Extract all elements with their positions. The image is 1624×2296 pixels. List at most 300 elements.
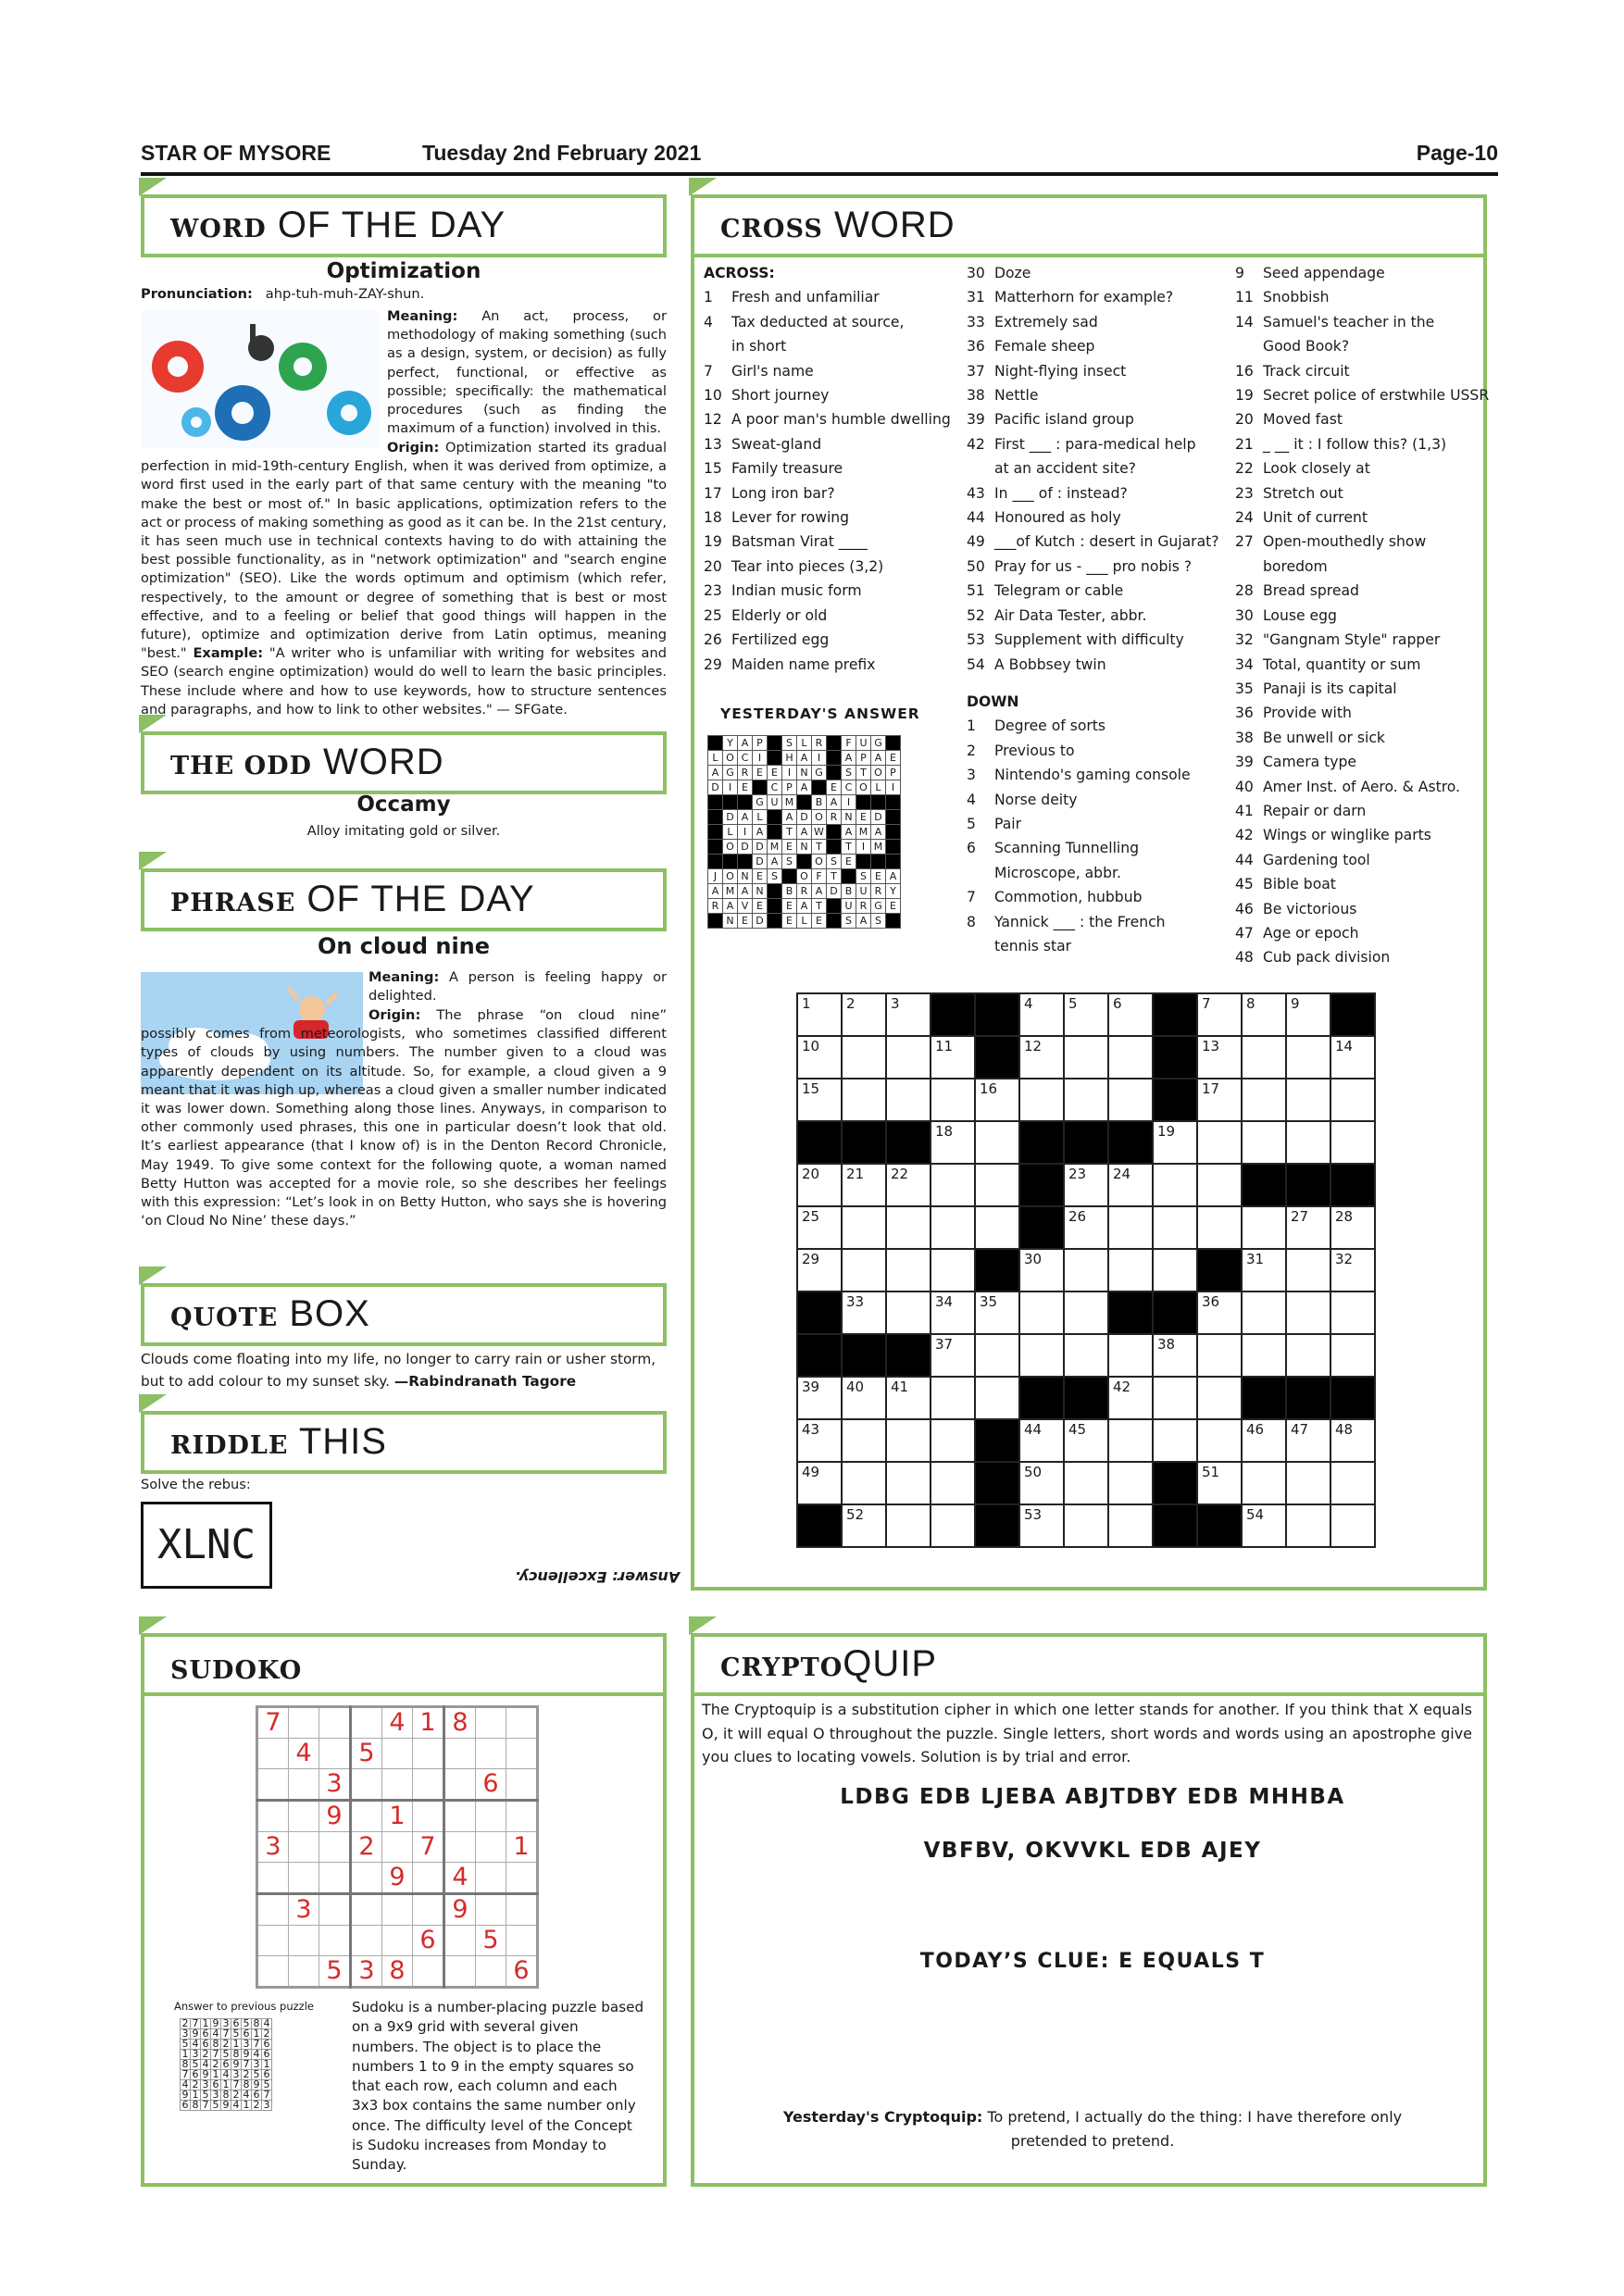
crossword-cell[interactable]: [1108, 1462, 1153, 1504]
clue-number: 39: [967, 411, 985, 429]
answer-letter: G: [723, 766, 738, 780]
clue-text: Sweat-gland: [731, 435, 822, 453]
answer-block: [738, 795, 753, 810]
crossword-cell[interactable]: [931, 1504, 975, 1547]
sudoku-cell[interactable]: [289, 1832, 319, 1863]
answer-block: [827, 899, 842, 914]
crossword-cell[interactable]: [1064, 1462, 1108, 1504]
crossword-cell[interactable]: [931, 1292, 975, 1334]
crossword-cell[interactable]: [975, 1121, 1019, 1164]
answer-letter: A: [797, 780, 812, 795]
crossword-cell[interactable]: [1242, 993, 1286, 1036]
crossword-cell[interactable]: [1019, 1504, 1064, 1547]
crossword-cell[interactable]: [1242, 1079, 1286, 1121]
sudoku-cell: 9: [382, 1863, 413, 1894]
clue-number: 50: [967, 557, 985, 575]
sudoku-cell[interactable]: [257, 1739, 289, 1769]
crossword-cell[interactable]: [1197, 1377, 1242, 1419]
crossword-cell[interactable]: [1197, 1079, 1242, 1121]
crossword-cell[interactable]: [1330, 1292, 1375, 1334]
crossword-cell[interactable]: [1064, 1504, 1108, 1547]
crossword-cell[interactable]: [1064, 1334, 1108, 1377]
crossword-cell[interactable]: [842, 1249, 886, 1292]
sudoku-cell[interactable]: [319, 1863, 351, 1894]
sudoku-cell[interactable]: [444, 1801, 476, 1832]
sudoku-cell[interactable]: [444, 1832, 476, 1863]
sudoku-cell[interactable]: [476, 1956, 506, 1988]
crossword-cell[interactable]: [1286, 1079, 1330, 1121]
crossword-cell[interactable]: [886, 1036, 931, 1079]
clue-text: Provide with: [1263, 705, 1352, 722]
crossword-cell[interactable]: [931, 1249, 975, 1292]
prev-answer-cell: 3: [243, 2038, 250, 2050]
crossword-cell[interactable]: [1064, 1419, 1108, 1462]
cell-number: 21: [846, 1166, 865, 1182]
word-of-day-title-box: [141, 194, 667, 257]
crossword-cell[interactable]: [1286, 1206, 1330, 1249]
clue-text: Matterhorn for example?: [994, 289, 1174, 306]
clue-text: Samuel's teacher in the: [1263, 313, 1435, 331]
crossword-cell[interactable]: [1242, 1504, 1286, 1547]
crossword-cell[interactable]: [975, 1377, 1019, 1419]
prev-answer-cell: 3: [232, 2068, 240, 2080]
crossword-cell[interactable]: [1153, 1164, 1197, 1206]
clue-text: Age or epoch: [1263, 924, 1359, 942]
clue-number: 33: [967, 313, 985, 331]
sudoku-cell[interactable]: [382, 1926, 413, 1956]
sudoku-cell[interactable]: [413, 1863, 444, 1894]
cell-number: 32: [1335, 1251, 1354, 1267]
crossword-cell[interactable]: [797, 1164, 842, 1206]
crossword-cell[interactable]: [842, 1206, 886, 1249]
crossword-cell[interactable]: [886, 1504, 931, 1547]
crossword-cell[interactable]: [1286, 1121, 1330, 1164]
clue-number: 10: [704, 387, 722, 405]
cell-number: 45: [1068, 1421, 1087, 1438]
crossword-block: [797, 1292, 842, 1334]
cell-number: 53: [1024, 1506, 1043, 1523]
crossword-cell[interactable]: [1108, 1377, 1153, 1419]
clue-number: 30: [1235, 606, 1254, 624]
sudoku-cell[interactable]: [257, 1956, 289, 1988]
sudoku-cell[interactable]: [476, 1739, 506, 1769]
sudoku-cell[interactable]: [257, 1894, 289, 1926]
answer-letter: A: [768, 855, 782, 869]
crossword-cell[interactable]: [1019, 1036, 1064, 1079]
cell-number: 40: [846, 1379, 865, 1395]
clue-number: 51: [967, 582, 985, 600]
sudoku-cell[interactable]: [506, 1926, 538, 1956]
crossword-cell[interactable]: [1108, 993, 1153, 1036]
crossword-cell[interactable]: [1286, 1419, 1330, 1462]
sudoku-cell[interactable]: [319, 1894, 351, 1926]
crossword-cell[interactable]: [797, 1419, 842, 1462]
crossword-block: [975, 1419, 1019, 1462]
sudoku-cell[interactable]: [289, 1863, 319, 1894]
sudoku-cell[interactable]: [413, 1894, 444, 1926]
answer-letter: I: [842, 795, 856, 810]
clue-number: 21: [1235, 435, 1254, 453]
sudoku-cell[interactable]: [319, 1739, 351, 1769]
crossword-cell[interactable]: [1330, 1419, 1375, 1462]
crossword-cell[interactable]: [1330, 1206, 1375, 1249]
sudoku-cell[interactable]: [289, 1769, 319, 1801]
crossword-cell[interactable]: [1108, 1079, 1153, 1121]
crossword-cell[interactable]: [1064, 1036, 1108, 1079]
answer-letter: E: [827, 780, 842, 795]
crossword-cell[interactable]: [1197, 1036, 1242, 1079]
riddle-title-box: [141, 1411, 667, 1474]
clue-number: 22: [1235, 460, 1254, 478]
crossword-cell[interactable]: [931, 1121, 975, 1164]
crossword-block: [1197, 1504, 1242, 1547]
answer-block: [886, 855, 901, 869]
sudoku-cell[interactable]: [351, 1707, 382, 1739]
crossword-cell[interactable]: [886, 993, 931, 1036]
crossword-cell[interactable]: [1242, 1462, 1286, 1504]
sudoku-cell[interactable]: [382, 1739, 413, 1769]
clue-number: 3: [967, 767, 976, 784]
crossword-cell[interactable]: [1197, 1206, 1242, 1249]
sudoku-cell[interactable]: [444, 1956, 476, 1988]
crossword-grid: [796, 992, 1376, 1548]
crossword-cell[interactable]: [1286, 1334, 1330, 1377]
crossword-cell[interactable]: [1242, 1206, 1286, 1249]
prev-answer-cell: 5: [212, 2099, 219, 2111]
clue-number: 14: [1235, 313, 1254, 331]
crossword-cell[interactable]: [797, 1206, 842, 1249]
crossword-cell[interactable]: [1019, 993, 1064, 1036]
sudoku-cell[interactable]: [289, 1956, 319, 1988]
clue-item: [967, 861, 1219, 885]
sudoku-cell[interactable]: [289, 1707, 319, 1739]
answer-block: [886, 825, 901, 840]
answer-letter: L: [871, 780, 886, 795]
clue-text: Open-mouthedly show: [1263, 533, 1427, 551]
crossword-cell[interactable]: [975, 1206, 1019, 1249]
clue-number: 1: [967, 718, 976, 735]
clue-text: Elderly or old: [731, 606, 828, 624]
crossword-cell[interactable]: [975, 1079, 1019, 1121]
answer-letter: I: [886, 780, 901, 795]
crossword-cell[interactable]: [1108, 1419, 1153, 1462]
phrase-title-light: OF THE DAY: [295, 879, 535, 919]
cell-number: 25: [802, 1208, 820, 1225]
crossword-cell[interactable]: [1330, 1249, 1375, 1292]
crossword-cell[interactable]: [1330, 1462, 1375, 1504]
crossword-cell[interactable]: [886, 1377, 931, 1419]
crossword-cell[interactable]: [1242, 1292, 1286, 1334]
clue-number: 35: [1235, 680, 1254, 697]
crossword-cell[interactable]: [975, 1164, 1019, 1206]
answer-letter: R: [708, 899, 723, 914]
sudoku-cell[interactable]: [351, 1769, 382, 1801]
crossword-cell[interactable]: [1197, 1419, 1242, 1462]
crossword-cell[interactable]: [797, 1079, 842, 1121]
example-text: "A writer who is unfamiliar with writing for websites and SEO (search engine optimization) would do well to learn the basic principles. These include where and how to use keywords, how to structure sentences and paragraphs, and how to link to other websites." — SFGate.: [141, 645, 667, 718]
riddle-title-light: THIS: [288, 1421, 387, 1462]
answer-block: [753, 780, 768, 795]
answer-letter: E: [842, 855, 856, 869]
sudoku-cell[interactable]: [289, 1801, 319, 1832]
answer-letter: F: [812, 869, 827, 884]
crossword-cell[interactable]: [931, 1462, 975, 1504]
crossword-cell[interactable]: [931, 1377, 975, 1419]
riddle-title-bold: RIDDLE: [170, 1431, 289, 1460]
sudoku-cell[interactable]: [476, 1707, 506, 1739]
crossword-block: [1019, 1377, 1064, 1419]
crossword-cell[interactable]: [842, 1036, 886, 1079]
crossword-cell[interactable]: [1019, 1249, 1064, 1292]
crossword-block: [1330, 993, 1375, 1036]
crossword-cell[interactable]: [1064, 1292, 1108, 1334]
crossword-cell[interactable]: [1286, 1462, 1330, 1504]
crossword-cell[interactable]: [1197, 1121, 1242, 1164]
crossword-block: [1330, 1164, 1375, 1206]
crossword-block: [1153, 1292, 1197, 1334]
cell-number: 43: [802, 1421, 820, 1438]
crossword-cell[interactable]: [1019, 1334, 1064, 1377]
cell-number: 47: [1291, 1421, 1309, 1438]
sudoku-cell[interactable]: [382, 1894, 413, 1926]
sudoku-cell[interactable]: [319, 1832, 351, 1863]
prev-answer-cell: 6: [202, 2028, 209, 2040]
crossword-cell[interactable]: [1108, 1504, 1153, 1547]
clue-number: 30: [967, 265, 985, 281]
crossword-cell[interactable]: [1153, 1334, 1197, 1377]
prev-puzzle-label: Answer to previous puzzle: [174, 2000, 314, 2013]
crossword-cell[interactable]: [1330, 1121, 1375, 1164]
crossword-cell[interactable]: [886, 1462, 931, 1504]
crossword-cell[interactable]: [1153, 1377, 1197, 1419]
crossword-cell[interactable]: [931, 1334, 975, 1377]
sudoku-cell[interactable]: [506, 1769, 538, 1801]
sudoku-cell[interactable]: [413, 1739, 444, 1769]
page-number: Page-10: [1416, 141, 1498, 165]
clue-number: 37: [967, 362, 985, 380]
sudoku-cell[interactable]: [476, 1832, 506, 1863]
prev-answer-cell: 7: [263, 2089, 270, 2101]
prev-answer-cell: 9: [192, 2028, 199, 2040]
crossword-cell[interactable]: [1197, 1462, 1242, 1504]
riddle-answer: Answer: Excellency.: [515, 1568, 681, 1586]
sudoku-cell[interactable]: [413, 1956, 444, 1988]
answer-block: [827, 914, 842, 929]
crossword-cell[interactable]: [1019, 1079, 1064, 1121]
prev-answer-cell: 6: [212, 2078, 219, 2090]
crossword-cell[interactable]: [1108, 1206, 1153, 1249]
clue-text: In ___ of : instead?: [994, 484, 1128, 502]
crossword-cell[interactable]: [931, 1206, 975, 1249]
sudoku-cell[interactable]: [257, 1863, 289, 1894]
crossword-cell[interactable]: [1108, 1334, 1153, 1377]
cell-number: 34: [935, 1293, 954, 1310]
crossword-cell[interactable]: [1242, 1121, 1286, 1164]
sudoku-cell[interactable]: [444, 1926, 476, 1956]
phrase-meaning-text: A person is feeling happy or delighted.: [369, 969, 667, 1004]
clue-item: [1235, 604, 1489, 628]
crossword-cell[interactable]: [1019, 1462, 1064, 1504]
word-of-day-word: Optimization: [326, 259, 481, 283]
clue-item: [1235, 383, 1489, 407]
answer-letter: T: [782, 825, 797, 840]
answer-block: [856, 855, 871, 869]
crossword-cell[interactable]: [797, 1249, 842, 1292]
answer-block: [768, 884, 782, 899]
crossword-cell[interactable]: [1286, 1292, 1330, 1334]
crossword-cell[interactable]: [1242, 1419, 1286, 1462]
answer-letter: A: [797, 751, 812, 766]
crossword-cell[interactable]: [1064, 1249, 1108, 1292]
crossword-cell[interactable]: [1108, 1036, 1153, 1079]
cell-number: 41: [891, 1379, 909, 1395]
crossword-cell[interactable]: [842, 1504, 886, 1547]
quote-title-box: [141, 1283, 667, 1346]
sudoku-cell[interactable]: [444, 1739, 476, 1769]
down-clues-col3: [1235, 261, 1489, 970]
clue-text: Pray for us - ___ pro nobis ?: [994, 557, 1193, 575]
sudoku-cell: 3: [289, 1894, 319, 1926]
sudoku-cell[interactable]: [413, 1769, 444, 1801]
cell-number: 20: [802, 1166, 820, 1182]
sudoku-cell[interactable]: [257, 1926, 289, 1956]
crossword-cell[interactable]: [886, 1419, 931, 1462]
sudoku-cell[interactable]: [257, 1769, 289, 1801]
sudoku-cell[interactable]: [319, 1707, 351, 1739]
crossword-cell[interactable]: [842, 1079, 886, 1121]
crossword-cell[interactable]: [886, 1164, 931, 1206]
crossword-cell[interactable]: [1064, 1164, 1108, 1206]
crossword-cell[interactable]: [1242, 1334, 1286, 1377]
crossword-cell[interactable]: [1330, 1334, 1375, 1377]
clue-text: Total, quantity or sum: [1263, 655, 1421, 673]
crossword-cell[interactable]: [1108, 1164, 1153, 1206]
crossword-cell[interactable]: [842, 1292, 886, 1334]
crossword-cell[interactable]: [1064, 993, 1108, 1036]
crossword-cell[interactable]: [797, 993, 842, 1036]
sudoku-cell[interactable]: [413, 1801, 444, 1832]
crossword-cell[interactable]: [1019, 1292, 1064, 1334]
prev-answer-cell: 2: [232, 2089, 240, 2101]
answer-letter: G: [812, 766, 827, 780]
answer-letter: D: [708, 780, 723, 795]
crossword-cell[interactable]: [931, 1036, 975, 1079]
clue-number: 19: [704, 533, 722, 551]
answer-block: [827, 840, 842, 855]
crossword-cell[interactable]: [1330, 1504, 1375, 1547]
sudoku-cell[interactable]: [289, 1926, 319, 1956]
crossword-cell[interactable]: [1108, 1249, 1153, 1292]
crossword-cell[interactable]: [1019, 1419, 1064, 1462]
sudoku-cell[interactable]: [351, 1863, 382, 1894]
answer-letter: E: [753, 869, 768, 884]
crossword-cell[interactable]: [975, 1334, 1019, 1377]
crossword-cell[interactable]: [1330, 1079, 1375, 1121]
prev-answer-cell: 1: [212, 2068, 219, 2080]
crossword-cell[interactable]: [1286, 1036, 1330, 1079]
sudoku-cell[interactable]: [351, 1926, 382, 1956]
crossword-cell[interactable]: [1153, 1249, 1197, 1292]
sudoku-cell[interactable]: [506, 1801, 538, 1832]
crossword-cell[interactable]: [931, 1419, 975, 1462]
crossword-cell[interactable]: [842, 1462, 886, 1504]
crossword-cell[interactable]: [1153, 1419, 1197, 1462]
crossword-cell[interactable]: [1064, 1079, 1108, 1121]
crossword-cell[interactable]: [886, 1292, 931, 1334]
sudoku-cell[interactable]: [351, 1894, 382, 1926]
crossword-cell[interactable]: [1286, 993, 1330, 1036]
answer-letter: N: [753, 884, 768, 899]
sudoku-cell[interactable]: [257, 1801, 289, 1832]
answer-letter: F: [842, 736, 856, 751]
crossword-block: [886, 1121, 931, 1164]
sudoku-cell[interactable]: [476, 1801, 506, 1832]
crossword-cell[interactable]: [842, 1419, 886, 1462]
answer-letter: A: [797, 899, 812, 914]
crossword-cell[interactable]: [1153, 1206, 1197, 1249]
sudoku-cell[interactable]: [351, 1801, 382, 1832]
clue-item: [967, 788, 1219, 812]
down-label: DOWN: [967, 693, 1019, 710]
crossword-block: [1019, 1206, 1064, 1249]
crossword-cell[interactable]: [1153, 1121, 1197, 1164]
sudoku-cell[interactable]: [506, 1863, 538, 1894]
crossword-cell[interactable]: [1064, 1206, 1108, 1249]
crossword-cell[interactable]: [1330, 1036, 1375, 1079]
crossword-cell[interactable]: [886, 1206, 931, 1249]
sudoku-cell[interactable]: [382, 1832, 413, 1863]
sudoku-cell[interactable]: [506, 1739, 538, 1769]
crossword-cell[interactable]: [842, 1164, 886, 1206]
crossword-cell[interactable]: [1242, 1036, 1286, 1079]
crossword-cell[interactable]: [975, 1292, 1019, 1334]
crossword-cell[interactable]: [842, 993, 886, 1036]
crossword-cell[interactable]: [797, 1036, 842, 1079]
sudoku-cell[interactable]: [476, 1863, 506, 1894]
crossword-cell[interactable]: [886, 1249, 931, 1292]
prev-answer-cell: 4: [253, 2048, 260, 2060]
crossword-cell[interactable]: [1197, 1164, 1242, 1206]
clue-text: ___of Kutch : desert in Gujarat?: [994, 533, 1219, 551]
answer-letter: A: [871, 825, 886, 840]
answer-letter: R: [797, 884, 812, 899]
crossword-cell[interactable]: [931, 1164, 975, 1206]
crossword-cell[interactable]: [1242, 1249, 1286, 1292]
crossword-cell[interactable]: [931, 1079, 975, 1121]
answer-block: [738, 855, 753, 869]
sudoku-cell[interactable]: [382, 1769, 413, 1801]
sudoku-cell: 6: [506, 1956, 538, 1988]
crossword-cell[interactable]: [1197, 1334, 1242, 1377]
sudoku-cell[interactable]: [319, 1926, 351, 1956]
todays-clue: TODAY’S CLUE: E EQUALS T: [919, 1950, 1266, 1973]
sudoku-cell[interactable]: [476, 1894, 506, 1926]
crossword-cell[interactable]: [797, 1377, 842, 1419]
sudoku-cell[interactable]: [444, 1769, 476, 1801]
crossword-cell[interactable]: [1197, 1292, 1242, 1334]
crossword-cell[interactable]: [797, 1462, 842, 1504]
crossword-cell[interactable]: [1197, 993, 1242, 1036]
sudoku-cell[interactable]: [506, 1707, 538, 1739]
sudoku-cell[interactable]: [506, 1894, 538, 1926]
crossword-cell[interactable]: [886, 1079, 931, 1121]
answer-block: [812, 780, 827, 795]
crossword-cell[interactable]: [842, 1377, 886, 1419]
prev-answer-cell: 6: [263, 2068, 270, 2080]
crossword-cell[interactable]: [1286, 1504, 1330, 1547]
crossword-cell[interactable]: [1286, 1249, 1330, 1292]
answer-letter: I: [753, 751, 768, 766]
